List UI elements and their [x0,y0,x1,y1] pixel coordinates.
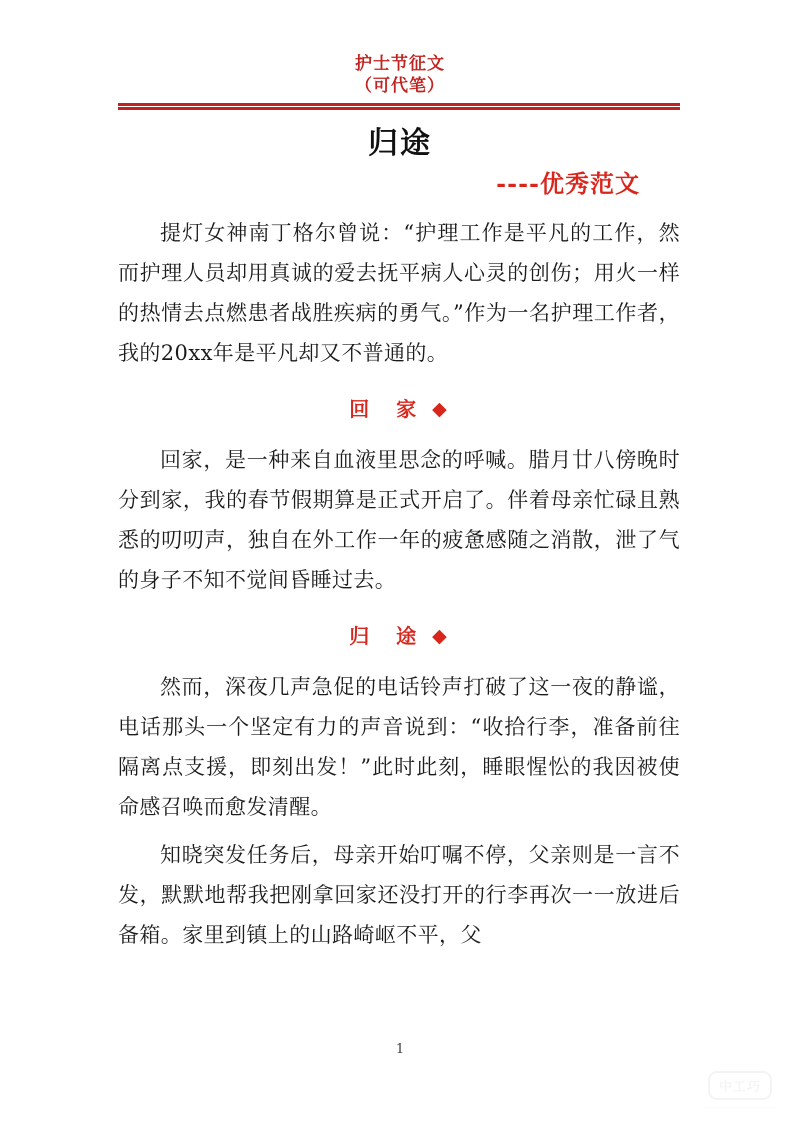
document-subtitle: ----优秀范文 [496,169,640,198]
body-paragraph: 然而，深夜几声急促的电话铃声打破了这一夜的静谧，电话那头一个坚定有力的声音说到：“收拾行李，准备前往隔离点支援，即刻出发！”此时此刻，睡眼惺忪的我因被使命感召唤而愈发清醒。 [118,675,680,819]
header-divider-rule [118,103,680,110]
watermark-badge: 中工巧 [708,1071,772,1100]
body-paragraph: 回家，是一种来自血液里思念的呼喊。腊月廿八傍晚时分到家，我的春节假期算是正式开启了。伴着母亲忙碌且熟悉的叨叨声，独自在外工作一年的疲惫感随之消散，泄了气的身子不知不觉间昏睡过去。 [118,448,680,592]
body-paragraph: 知晓突发任务后，母亲开始叮嘱不停，父亲则是一言不发，默默地帮我把刚拿回家还没打开的行李再次一一放进后备箱。家里到镇上的山路崎岖不平，父 [118,843,680,947]
watermark-subtext: —————————— [702,1103,778,1111]
watermark [692,1067,788,1119]
header-line-1: 护士节征文 [355,54,445,74]
body-paragraph: 提灯女神南丁格尔曾说：“护理工作是平凡的工作，然而护理人员却用真诚的爱去抚平病人心灵的创伤；用火一样的热情去点燃患者战胜疾病的勇气。”作为一名护理工作者，我的20xx年是平凡却又不普通的。 [118,221,680,365]
document-header [0,54,800,98]
section-heading-label: 归 途 [349,624,427,648]
divider-bar-bottom [118,107,680,110]
diamond-icon: ◆ [432,398,449,420]
page-number: 1 [395,1042,405,1057]
header-line-2: （可代笔） [355,75,445,96]
diamond-icon: ◆ [432,625,449,647]
page-title: 归途 [368,126,432,161]
section-heading-label: 回 家 [349,397,427,421]
document-body [118,213,680,963]
section-heading-guitu [118,620,680,649]
section-heading-huijia [118,393,680,422]
